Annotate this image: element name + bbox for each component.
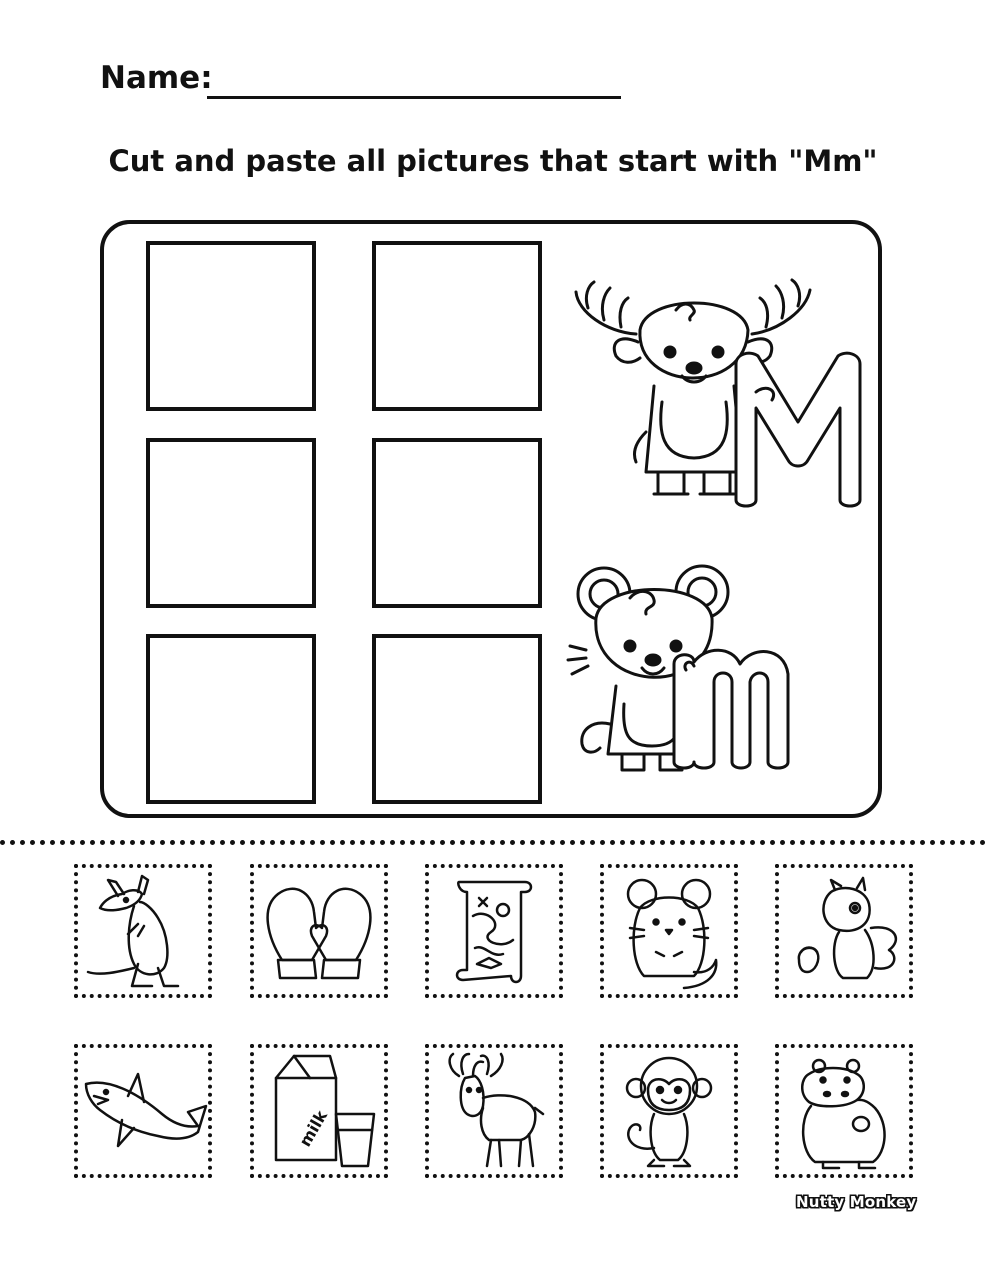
moose-letter-m-mascot (566, 272, 882, 522)
instruction-text: Cut and paste all pictures that start with "Mm" (108, 144, 878, 178)
shark-icon (78, 1048, 208, 1174)
paste-slot[interactable] (372, 634, 542, 804)
paste-slot[interactable] (146, 634, 316, 804)
cut-card-moose[interactable] (425, 1044, 563, 1178)
moose-icon (566, 272, 882, 522)
name-label: Name: (100, 60, 213, 96)
cut-card-monkey[interactable] (600, 1044, 738, 1178)
cut-card-mouse[interactable] (600, 864, 738, 998)
cut-card-hippo[interactable] (775, 1044, 913, 1178)
moose-icon (429, 1048, 559, 1174)
brand-watermark: Nutty Monkey (796, 1193, 917, 1211)
cut-card-milk[interactable] (250, 1044, 388, 1178)
cut-card-kangaroo[interactable] (74, 864, 212, 998)
kangaroo-icon (78, 868, 208, 994)
paste-board (100, 220, 882, 818)
monkey-icon (604, 1048, 734, 1174)
cut-line (0, 840, 986, 845)
hippo-icon (779, 1048, 909, 1174)
chipmunk-icon (779, 868, 909, 994)
milk-icon (254, 1048, 384, 1174)
cut-card-shark[interactable] (74, 1044, 212, 1178)
cut-card-chipmunk[interactable] (775, 864, 913, 998)
name-writing-line[interactable] (207, 96, 621, 99)
paste-slot[interactable] (146, 438, 316, 608)
cut-card-mittens[interactable] (250, 864, 388, 998)
paste-slot[interactable] (372, 438, 542, 608)
milk-carton-label: milk (295, 1107, 331, 1150)
map-icon (429, 868, 559, 994)
cut-card-map[interactable] (425, 864, 563, 998)
mittens-icon (254, 868, 384, 994)
paste-slot[interactable] (372, 241, 542, 411)
mouse-letter-m-mascot (566, 554, 856, 784)
mouse-icon (604, 868, 734, 994)
mouse-icon (566, 554, 856, 784)
paste-slot[interactable] (146, 241, 316, 411)
